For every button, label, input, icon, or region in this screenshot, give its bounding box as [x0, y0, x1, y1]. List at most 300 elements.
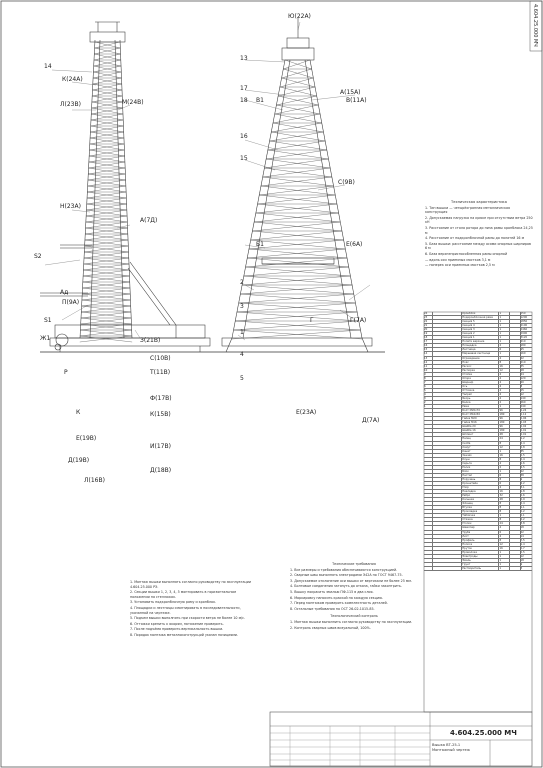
spec-cell: 21 — [424, 324, 433, 327]
spec-cell: 2 — [499, 344, 510, 347]
spec-cell — [510, 393, 521, 396]
spec-cell — [510, 567, 521, 570]
spec-cell: Палец — [462, 437, 499, 440]
tech-item: 5. База вышки: расстояние между осями опорных шарниров 6 м — [425, 241, 531, 251]
tech-item: 4. Расстояние от подкронблочной рамы до полатей 16 м — [425, 236, 525, 241]
spec-cell: 1,8 — [520, 490, 525, 494]
spec-cell — [424, 518, 433, 521]
spec-cell — [424, 539, 433, 542]
spec-cell — [424, 454, 433, 457]
spec-cell — [510, 531, 521, 534]
spec-cell — [510, 478, 521, 481]
spec-cell — [433, 340, 463, 343]
spec-cell: 8 — [499, 478, 510, 481]
spec-cell — [433, 522, 463, 525]
spec-cell — [433, 389, 463, 392]
mounting-notes — [130, 580, 256, 639]
spec-cell: 4 — [499, 526, 510, 529]
spec-cell: 6 — [424, 385, 433, 388]
spec-cell — [433, 357, 463, 360]
spec-cell: Настил — [462, 474, 499, 477]
note: 2. Контроль сварных швов визуальный, 100%. — [290, 625, 371, 630]
spec-cell: 3 — [520, 566, 523, 570]
document-title-line: Монтажный чертеж — [432, 748, 471, 752]
spec-cell: 180 — [499, 429, 510, 432]
spec-cell — [433, 551, 463, 554]
spec-cell: 540 — [520, 405, 526, 409]
spec-cell — [424, 522, 433, 525]
spec-cell — [510, 555, 521, 558]
spec-cell: 12 — [499, 446, 510, 449]
spec-cell — [424, 531, 433, 534]
spec-cell: 18 — [520, 526, 524, 530]
spec-cell: 1 — [499, 405, 510, 408]
spec-cell — [433, 385, 463, 388]
mount-note: 5. Подъем вышки выполнять при скорости ветра не более 10 м/с. — [130, 616, 246, 621]
spec-cell: 48 — [499, 498, 510, 501]
spec-cell — [433, 381, 463, 384]
spec-cell — [424, 462, 433, 465]
spec-cell: 12 — [499, 543, 510, 546]
spec-cell: 22 — [424, 320, 433, 323]
spec-cell: 18 — [424, 336, 433, 339]
label-4: 4 — [240, 351, 244, 358]
spec-cell — [433, 490, 463, 493]
label-l23b: Л(23В) — [60, 101, 81, 108]
spec-cell: 1 — [499, 559, 510, 562]
spec-cell: Поручень — [462, 478, 499, 481]
spec-cell — [424, 543, 433, 546]
label-5: 5 — [240, 375, 244, 382]
spec-cell: 2,4 — [520, 441, 525, 445]
spec-cell — [433, 405, 463, 408]
spec-cell: 8 — [499, 361, 510, 364]
spec-cell: Якорь — [462, 397, 499, 400]
spec-cell: 260 — [520, 401, 526, 405]
label-g7a: Г(7А) — [350, 317, 367, 324]
spec-cell — [433, 478, 463, 481]
label-t11b: Т(11В) — [150, 369, 171, 376]
spec-cell — [433, 458, 463, 461]
spec-cell — [424, 510, 433, 513]
spec-cell — [433, 526, 463, 529]
spec-cell — [510, 401, 521, 404]
spec-cell — [433, 328, 463, 331]
spec-cell: 1 — [499, 352, 510, 355]
tech-item: 1. Тип вышки — четырёхгранная металлическая конструкция — [425, 205, 511, 215]
spec-cell — [433, 320, 463, 323]
spec-cell — [433, 535, 463, 538]
spec-cell — [433, 417, 463, 420]
spec-cell: 160 — [520, 352, 526, 356]
spec-cell — [510, 510, 521, 513]
spec-cell: 1 — [499, 324, 510, 327]
spec-cell — [510, 490, 521, 493]
spec-cell — [510, 336, 521, 339]
spec-cell: 16 — [499, 365, 510, 368]
spec-cell: Кронштейн — [462, 482, 499, 485]
document-number: 4.604.25.000 МЧ — [450, 729, 517, 737]
label-s1: S1 — [44, 317, 52, 324]
spec-cell: Ребро — [462, 494, 499, 497]
notes-title: Технические требования — [332, 562, 376, 566]
spec-cell: Уголок — [462, 522, 499, 525]
spec-cell: Талреп — [462, 393, 499, 396]
label-16: 16 — [240, 133, 248, 140]
spec-cell: 16 — [424, 344, 433, 347]
spec-cell: 6 — [499, 531, 510, 534]
spec-cell — [510, 365, 521, 368]
spec-cell: 10 — [424, 369, 433, 372]
label-d19b: Д(19В) — [68, 457, 90, 464]
spec-cell — [424, 490, 433, 493]
spec-cell: Шайба 16 — [462, 429, 499, 432]
spec-cell — [433, 316, 463, 319]
spec-cell: 1 — [499, 470, 510, 473]
spec-cell — [433, 539, 463, 542]
spec-cell: 48 — [499, 433, 510, 436]
spec-cell — [424, 474, 433, 477]
label-15: 15 — [240, 155, 248, 162]
spec-cell — [424, 466, 433, 469]
spec-cell: 2900 — [520, 332, 528, 336]
spec-cell — [433, 510, 463, 513]
spec-cell — [433, 450, 463, 453]
spec-cell — [424, 446, 433, 449]
spec-cell — [510, 340, 521, 343]
label-e19b: Е(19В) — [76, 435, 97, 442]
spec-cell — [424, 433, 433, 436]
label-i17b: И(17В) — [150, 443, 171, 450]
label-s9b: С(9В) — [338, 179, 355, 186]
spec-cell: Упор — [462, 486, 499, 489]
spec-cell: 1 — [499, 312, 510, 315]
spec-cell: Растворитель — [462, 567, 499, 570]
spec-cell: Профиль — [462, 539, 499, 542]
spec-cell: Маршевая лестница — [462, 352, 499, 355]
label-s2: S2 — [34, 253, 42, 260]
spec-cell: Швеллер — [462, 526, 499, 529]
note: 3. Допускаемое отклонение оси вышки от вертикали не более 25 мм. — [290, 578, 412, 583]
spec-cell — [424, 429, 433, 432]
spec-cell: 6 — [499, 482, 510, 485]
spec-cell: Лестница — [462, 348, 499, 351]
spec-cell — [510, 397, 521, 400]
spec-cell: 0,2 — [520, 510, 525, 514]
spec-cell — [510, 348, 521, 351]
tech-item: 3. Расстояние от стола ротора до низа рамы кронблока 24,25 м — [425, 225, 533, 235]
spec-cell — [433, 518, 463, 521]
spec-cell — [424, 417, 433, 420]
spec-cell — [510, 454, 521, 457]
spec-cell: 180 — [499, 413, 510, 416]
tech-item: 6. База верхнеприспособленная рамы опорной — [425, 251, 508, 256]
spec-cell — [510, 320, 521, 323]
spec-cell: 12 — [499, 369, 510, 372]
spec-cell: 180 — [520, 344, 526, 348]
spec-cell — [433, 361, 463, 364]
spec-cell — [424, 421, 433, 424]
spec-cell: 1 — [499, 320, 510, 323]
spec-cell: 16 — [499, 547, 510, 550]
spec-cell — [433, 425, 463, 428]
spec-cell — [510, 450, 521, 453]
spec-cell: Втулка — [462, 506, 499, 509]
spec-cell — [510, 535, 521, 538]
spec-cell: 2 — [499, 401, 510, 404]
spec-cell — [510, 486, 521, 489]
spec-cell: Хомут — [462, 446, 499, 449]
spec-cell: Площадка — [462, 344, 499, 347]
spec-cell: 14 — [424, 352, 433, 355]
label-g: Г — [310, 317, 314, 324]
label-1: 1 — [240, 329, 244, 336]
spec-cell: Пояс — [462, 361, 499, 364]
spec-cell — [510, 543, 521, 546]
spec-cell: 18 — [520, 558, 524, 562]
spec-cell: Лист — [462, 535, 499, 538]
spec-cell: Секция 1 — [462, 336, 499, 339]
spec-cell: 35 — [520, 364, 524, 368]
spec-cell: 1 — [499, 328, 510, 331]
spec-cell: Опора — [462, 377, 499, 380]
mount-note: 4. Площадки и лестницы смонтировать в последовательности, указанной на чертеже. — [130, 605, 241, 615]
spec-cell: 0,5 — [520, 550, 525, 554]
spec-cell: Гайка М16 — [462, 421, 499, 424]
spec-cell: 2 — [499, 466, 510, 469]
spec-cell — [424, 413, 433, 416]
spec-cell — [510, 324, 521, 327]
note: 5. Вышку покрасить эмалью ПФ-115 в два слоя. — [290, 589, 374, 594]
tech-item: 2. Допускаемая нагрузка на крюке при отсутствии ветра 250 кН — [425, 215, 533, 225]
spec-cell — [424, 409, 433, 412]
spec-cell: Ролик — [462, 466, 499, 469]
spec-cell — [510, 357, 521, 360]
spec-cell: 8 — [499, 506, 510, 509]
spec-cell: 0,7 — [520, 546, 525, 550]
spec-cell: 1 — [499, 450, 510, 453]
spec-cell — [433, 421, 463, 424]
spec-cell — [424, 425, 433, 428]
spec-cell — [433, 466, 463, 469]
spec-cell — [510, 482, 521, 485]
spec-cell: 8 — [499, 539, 510, 542]
spec-cell — [510, 437, 521, 440]
mount-note: 2. Секции вышки 1, 2, 3, 4, 5 монтировать в горизонтальном положении на стеллажах. — [130, 590, 237, 599]
spec-cell — [424, 514, 433, 517]
label-13: 13 — [240, 55, 248, 62]
spec-cell — [510, 381, 521, 384]
spec-cell — [433, 531, 463, 534]
spec-cell — [433, 332, 463, 335]
spec-cell — [433, 454, 463, 457]
spec-cell — [433, 543, 463, 546]
spec-cell — [510, 514, 521, 517]
spec-cell: Труба — [462, 531, 499, 534]
spec-cell — [424, 498, 433, 501]
spec-cell — [433, 437, 463, 440]
spec-cell — [510, 522, 521, 525]
spec-cell — [433, 352, 463, 355]
spec-cell: 8 — [424, 377, 433, 380]
spec-cell: 0,9 — [520, 498, 525, 502]
tech-item: — поперек оси приемных мостков 2,5 м — [425, 263, 495, 268]
spec-cell: 1 — [499, 332, 510, 335]
note: 2. Сварные швы выполнять электродами Э42А по ГОСТ 9467-75. — [290, 573, 403, 578]
spec-cell: 6,5 — [520, 465, 525, 469]
spec-cell: Блок — [462, 470, 499, 473]
technical-requirements — [290, 562, 418, 631]
spec-cell — [510, 559, 521, 562]
spec-cell: 8 — [499, 518, 510, 521]
spec-cell: 120 — [520, 376, 526, 380]
tech-item: — вдоль оси приемных мостков 3,1 м — [425, 257, 491, 262]
spec-cell: 4 — [499, 397, 510, 400]
tech-title: Техническая характеристика — [451, 200, 507, 204]
spec-cell: 32 — [499, 494, 510, 497]
label-17: 17 — [240, 85, 248, 92]
label-l16b: Л(16В) — [84, 477, 105, 484]
spec-cell: 8 — [520, 384, 523, 388]
spec-cell: 1 — [499, 567, 510, 570]
spec-cell — [510, 474, 521, 477]
spec-cell: Секция 3 — [462, 328, 499, 331]
spec-cell — [433, 377, 463, 380]
label-e6a: Е(6А) — [346, 241, 363, 248]
spec-cell: Канат — [462, 450, 499, 453]
spec-cell: 4 — [499, 535, 510, 538]
spec-cell: 96 — [499, 425, 510, 428]
spec-cell: Кронблок — [462, 312, 499, 315]
spec-cell — [510, 462, 521, 465]
spec-cell: 4 — [499, 373, 510, 376]
spec-cell — [510, 539, 521, 542]
label-18: 18 — [240, 97, 248, 104]
spec-cell: 1 — [499, 555, 510, 558]
spec-cell — [424, 506, 433, 509]
spec-cell: Табличка — [462, 514, 499, 517]
spec-cell — [510, 563, 521, 566]
spec-cell — [510, 316, 521, 319]
spec-cell: 0,12 — [520, 413, 527, 417]
spec-cell: 3120 — [520, 336, 528, 340]
spec-cell: 23 — [424, 316, 433, 319]
spec-cell: 96 — [499, 417, 510, 420]
spec-cell: 6 — [499, 474, 510, 477]
spec-cell: 19 — [424, 332, 433, 335]
spec-cell — [510, 466, 521, 469]
label-n23a: Н(23А) — [60, 203, 81, 210]
spec-cell: 0,8 — [520, 445, 525, 449]
spec-cell: 4 — [499, 385, 510, 388]
note: 8. Остальные требования по ОСТ 26-02-1015-85. — [290, 606, 375, 611]
spec-cell — [433, 494, 463, 497]
spec-cell: Болт М20х70 — [462, 409, 499, 412]
spec-cell: 4 — [499, 393, 510, 396]
side-document-number: 4.604.25.000 МЧ — [532, 4, 538, 47]
spec-cell: Накладка — [462, 490, 499, 493]
spec-cell — [424, 458, 433, 461]
spec-cell: 0,02 — [520, 425, 527, 429]
label-d7a: Д(7А) — [362, 417, 380, 424]
spec-cell — [424, 547, 433, 550]
spec-cell: 8 — [499, 442, 510, 445]
spec-cell — [510, 421, 521, 424]
spec-cell — [510, 389, 521, 392]
spec-cell — [433, 344, 463, 347]
spec-cell — [433, 397, 463, 400]
spec-cell: 20 — [424, 328, 433, 331]
spec-cell — [424, 494, 433, 497]
spec-cell: 8 — [499, 510, 510, 513]
tech-characteristics — [425, 200, 533, 269]
label-3: 3 — [240, 303, 244, 310]
spec-cell: Шарнир — [462, 381, 499, 384]
spec-cell: Болт М16х50 — [462, 413, 499, 416]
mount-note: 3. Установить подкронблочную раму и кронблок. — [130, 600, 217, 605]
label-ad: Ад — [60, 289, 69, 296]
spec-cell — [424, 551, 433, 554]
spec-cell: Зажим — [462, 454, 499, 457]
spec-cell: 3,1 — [520, 486, 525, 490]
spec-cell — [433, 555, 463, 558]
spec-cell: 410 — [520, 340, 526, 344]
spec-cell: 11 — [424, 365, 433, 368]
spec-cell — [433, 409, 463, 412]
right-tower-view — [215, 18, 385, 352]
spec-cell — [433, 474, 463, 477]
spec-cell — [433, 559, 463, 562]
spec-cell: 8 — [499, 502, 510, 505]
spec-cell: 64 — [520, 372, 524, 376]
spec-cell: Шайба 20 — [462, 425, 499, 428]
spec-cell — [433, 498, 463, 501]
spec-cell — [433, 413, 463, 416]
spec-cell — [510, 551, 521, 554]
spec-cell — [424, 555, 433, 558]
spec-cell — [424, 526, 433, 529]
spec-cell: 24 — [499, 437, 510, 440]
spec-cell — [510, 344, 521, 347]
note: 6. Маркировку наносить краской на каждую секцию. — [290, 595, 383, 600]
spec-cell: 4,2 — [520, 481, 525, 485]
spec-cell: 1 — [499, 336, 510, 339]
spec-cell: Эмаль — [462, 559, 499, 562]
spec-cell: Распорка — [462, 369, 499, 372]
label-zh1: Ж1 — [40, 335, 51, 342]
spec-cell — [510, 377, 521, 380]
note: 1. Монтаж вышки выполнить согласно руководству по эксплуатации. — [290, 619, 413, 624]
spec-cell: 1 — [499, 551, 510, 554]
spec-cell — [424, 535, 433, 538]
spec-cell: 0,1 — [520, 514, 525, 518]
spec-cell: 42 — [520, 356, 524, 360]
spec-cell — [424, 502, 433, 505]
spec-cell: 0,5 — [520, 453, 525, 457]
spec-cell: Проволока — [462, 551, 499, 554]
spec-cell: 0,01 — [520, 433, 527, 437]
spec-cell: 1 — [499, 316, 510, 319]
spec-cell: 38 — [520, 473, 524, 477]
spec-cell: 14 — [520, 534, 524, 538]
spec-cell: Шплинт — [462, 433, 499, 436]
spec-cell: Грунт — [462, 563, 499, 566]
spec-cell — [510, 442, 521, 445]
spec-cell: 0,4 — [520, 457, 525, 461]
spec-cell — [433, 563, 463, 566]
note: 4. Болтовые соединения затянуть до отказа, гайки законтрить. — [290, 584, 402, 589]
label-a7d: А(7Д) — [140, 217, 158, 224]
